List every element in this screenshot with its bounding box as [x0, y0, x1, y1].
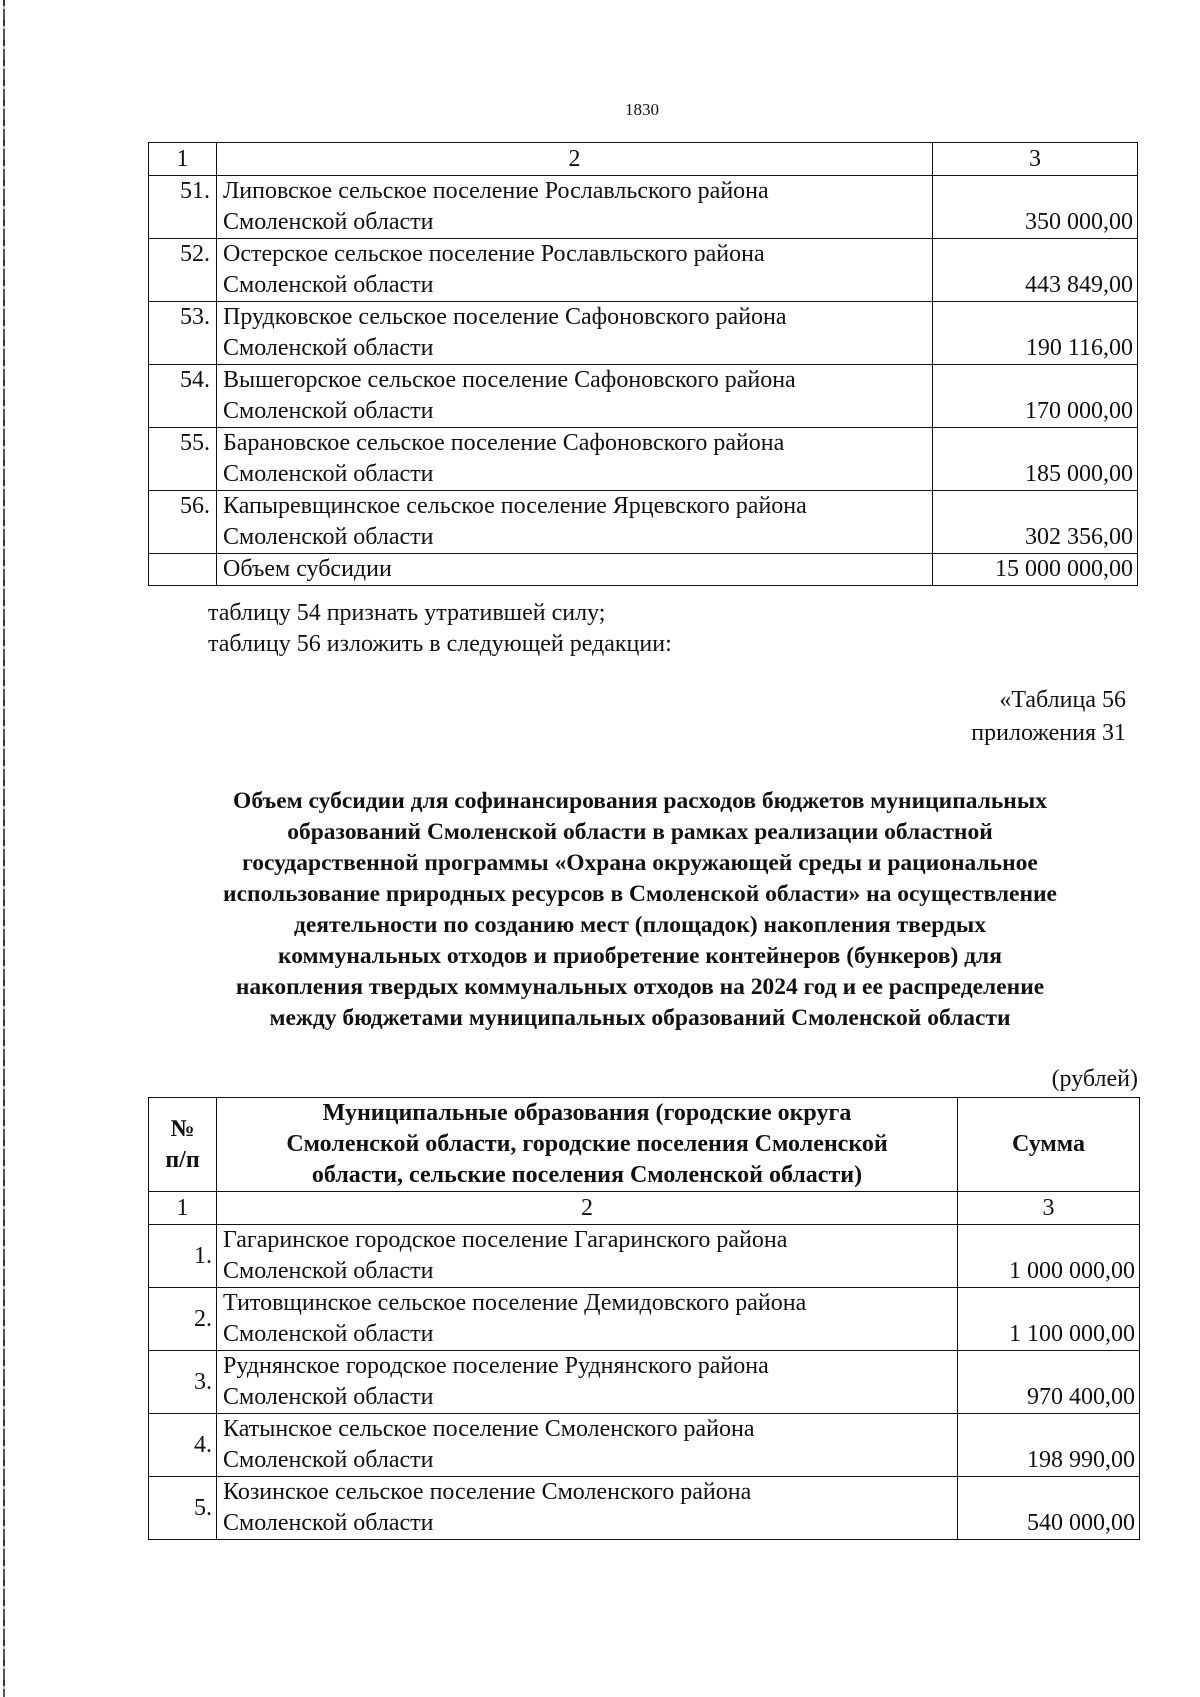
subsidy-distribution-table — [148, 1097, 1140, 1540]
column-number: 3 — [933, 143, 1138, 176]
table-reference: «Таблица 56 — [999, 687, 1126, 713]
column-number-row — [149, 1192, 1140, 1225]
municipality-name: Катынское сельское поселение Смоленского района Смоленской области — [217, 1414, 958, 1477]
municipality-name: Гагаринское городское поселение Гагаринского района Смоленской области — [217, 1225, 958, 1288]
table-row — [149, 1288, 1140, 1351]
municipality-name: Капыревщинское сельское поселение Ярцевского района Смоленской области — [217, 491, 933, 554]
row-number: 54. — [149, 365, 217, 428]
column-number: 1 — [149, 1192, 217, 1225]
paragraph-repeal: таблицу 54 признать утратившей силу; — [208, 600, 606, 626]
total-label: Объем субсидии — [217, 554, 933, 586]
table-row — [149, 1225, 1140, 1288]
column-number-row — [149, 143, 1138, 176]
previous-table-continuation — [148, 142, 1138, 586]
title-line: между бюджетами муниципальных образований Смоленской области — [269, 1005, 1011, 1031]
amount: 170 000,00 — [933, 365, 1138, 428]
table-row — [149, 176, 1138, 239]
title-line: деятельности по созданию мест (площадок) накопления твердых — [293, 912, 987, 938]
table-row — [149, 302, 1138, 365]
title-line: коммунальных отходов и приобретение контейнеров (бункеров) для — [278, 943, 1002, 969]
table-title — [140, 786, 1140, 1034]
row-number: 3. — [149, 1351, 217, 1414]
header-row — [149, 1098, 1140, 1192]
header-amount: Сумма — [958, 1098, 1140, 1192]
amount: 198 990,00 — [958, 1414, 1140, 1477]
title-line: Объем субсидии для софинансирования расходов бюджетов муниципальных — [233, 788, 1047, 814]
row-number: 53. — [149, 302, 217, 365]
row-number: 56. — [149, 491, 217, 554]
scan-edge-artifact — [3, 0, 5, 1697]
page-number: 1830 — [625, 100, 659, 119]
total-amount: 15 000 000,00 — [933, 554, 1138, 586]
municipality-name: Руднянское городское поселение Руднянского района Смоленской области — [217, 1351, 958, 1414]
row-number: 4. — [149, 1414, 217, 1477]
appendix-reference: приложения 31 — [971, 720, 1126, 746]
table-row — [149, 239, 1138, 302]
table-row — [149, 1351, 1140, 1414]
row-number: 52. — [149, 239, 217, 302]
paragraph-amend: таблицу 56 изложить в следующей редакции: — [208, 631, 672, 657]
title-line: образований Смоленской области в рамках реализации областной — [287, 819, 993, 845]
row-number: 1. — [149, 1225, 217, 1288]
column-number: 2 — [217, 1192, 958, 1225]
table-row — [149, 1414, 1140, 1477]
column-number: 1 — [149, 143, 217, 176]
amount: 190 116,00 — [933, 302, 1138, 365]
amount: 970 400,00 — [958, 1351, 1140, 1414]
amount: 350 000,00 — [933, 176, 1138, 239]
municipality-name: Барановское сельское поселение Сафоновского района Смоленской области — [217, 428, 933, 491]
table-row — [149, 428, 1138, 491]
title-line: накопления твердых коммунальных отходов на 2024 год и ее распределение — [235, 974, 1045, 1000]
row-number: 55. — [149, 428, 217, 491]
municipality-name: Вышегорское сельское поселение Сафоновского района Смоленской области — [217, 365, 933, 428]
column-number: 2 — [217, 143, 933, 176]
total-row — [149, 554, 1138, 586]
header-municipality: Муниципальные образования (городские округа Смоленской области, городские поселения Смоленской области, сельские поселения Смоленской области) — [217, 1098, 958, 1192]
table-row — [149, 491, 1138, 554]
municipality-name: Титовщинское сельское поселение Демидовского района Смоленской области — [217, 1288, 958, 1351]
amount: 1 100 000,00 — [958, 1288, 1140, 1351]
municipality-name: Козинское сельское поселение Смоленского района Смоленской области — [217, 1477, 958, 1540]
header-number: № п/п — [149, 1098, 217, 1192]
amount: 302 356,00 — [933, 491, 1138, 554]
title-line: использование природных ресурсов в Смоленской области» на осуществление — [223, 881, 1057, 907]
amount: 540 000,00 — [958, 1477, 1140, 1540]
row-number: 51. — [149, 176, 217, 239]
table-row — [149, 365, 1138, 428]
amount: 1 000 000,00 — [958, 1225, 1140, 1288]
amount: 443 849,00 — [933, 239, 1138, 302]
table-row — [149, 1477, 1140, 1540]
municipality-name: Остерское сельское поселение Рославльского района Смоленской области — [217, 239, 933, 302]
empty-cell — [149, 554, 217, 586]
row-number: 5. — [149, 1477, 217, 1540]
title-line: государственной программы «Охрана окружающей среды и рациональное — [242, 850, 1038, 876]
municipality-name: Прудковское сельское поселение Сафоновского района Смоленской области — [217, 302, 933, 365]
municipality-name: Липовское сельское поселение Рославльского района Смоленской области — [217, 176, 933, 239]
units-label: (рублей) — [1051, 1066, 1138, 1092]
row-number: 2. — [149, 1288, 217, 1351]
amount: 185 000,00 — [933, 428, 1138, 491]
column-number: 3 — [958, 1192, 1140, 1225]
